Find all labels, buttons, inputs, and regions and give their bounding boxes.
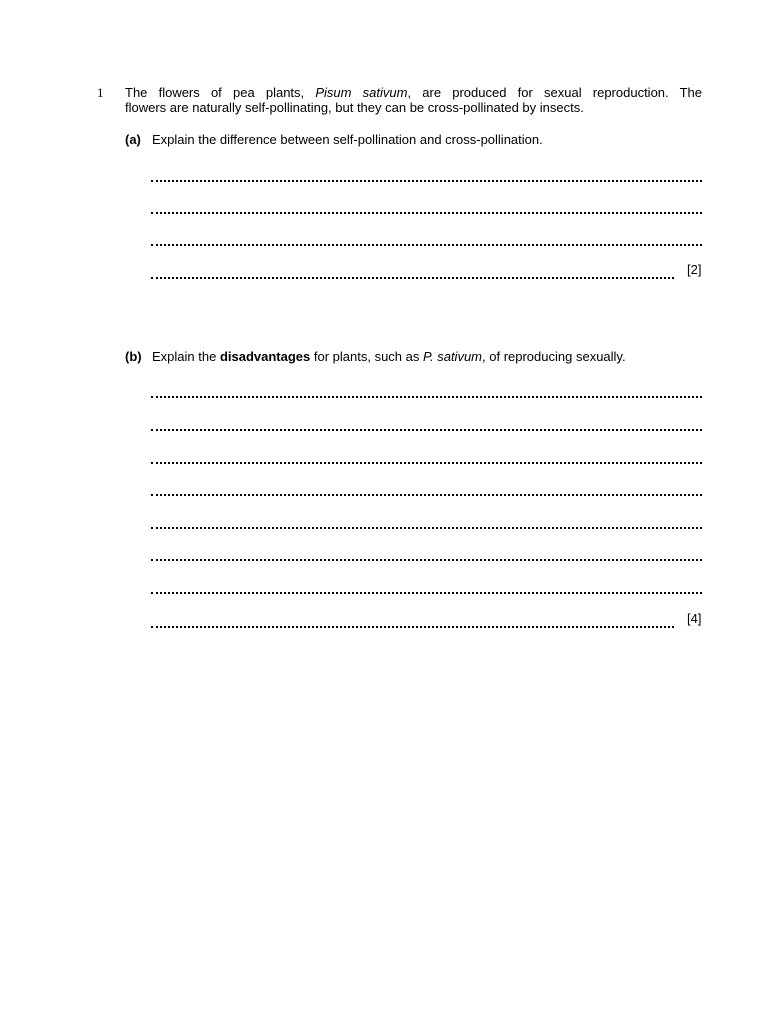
answer-line-b-3[interactable] <box>151 462 702 464</box>
part-b-text-start: Explain the <box>152 349 220 364</box>
answer-line-b-6[interactable] <box>151 559 702 561</box>
intro-text-end: , are produced for sexual reproduction. The <box>407 85 702 100</box>
part-a-label: (a) <box>125 132 141 147</box>
part-b-label: (b) <box>125 349 142 364</box>
part-b-text-end: , of reproducing sexually. <box>482 349 626 364</box>
part-b-emphasis: disadvantages <box>219 349 311 364</box>
part-b-species: P. sativum <box>423 349 483 364</box>
answer-line-a-3[interactable] <box>151 244 702 246</box>
answer-line-a-2[interactable] <box>151 212 702 214</box>
answer-line-b-2[interactable] <box>151 429 702 431</box>
species-name: Pisum sativum <box>315 85 408 100</box>
answer-line-a-4[interactable] <box>151 277 674 279</box>
answer-line-b-5[interactable] <box>151 527 702 529</box>
answer-line-b-1[interactable] <box>151 396 702 398</box>
part-b-text-mid: for plants, such as <box>310 349 423 364</box>
part-a-text: Explain the difference between self-pollination and cross-pollination. <box>152 132 543 147</box>
part-a-prompt <box>125 132 543 147</box>
answer-line-b-7[interactable] <box>151 592 702 594</box>
part-b-prompt <box>125 349 626 364</box>
intro-text-start: The flowers of pea plants, <box>125 85 316 100</box>
part-b-marks: [4] <box>687 611 702 626</box>
question-intro-line-2: flowers are naturally self-pollinating, but they can be cross-pollinated by insects. <box>125 100 584 115</box>
question-intro-line-1 <box>125 85 702 100</box>
answer-line-b-4[interactable] <box>151 494 702 496</box>
question-number: 1 <box>97 85 104 100</box>
part-a-marks: [2] <box>687 262 702 277</box>
answer-line-a-1[interactable] <box>151 180 702 182</box>
question-intro <box>125 85 702 115</box>
answer-line-b-8[interactable] <box>151 626 674 628</box>
